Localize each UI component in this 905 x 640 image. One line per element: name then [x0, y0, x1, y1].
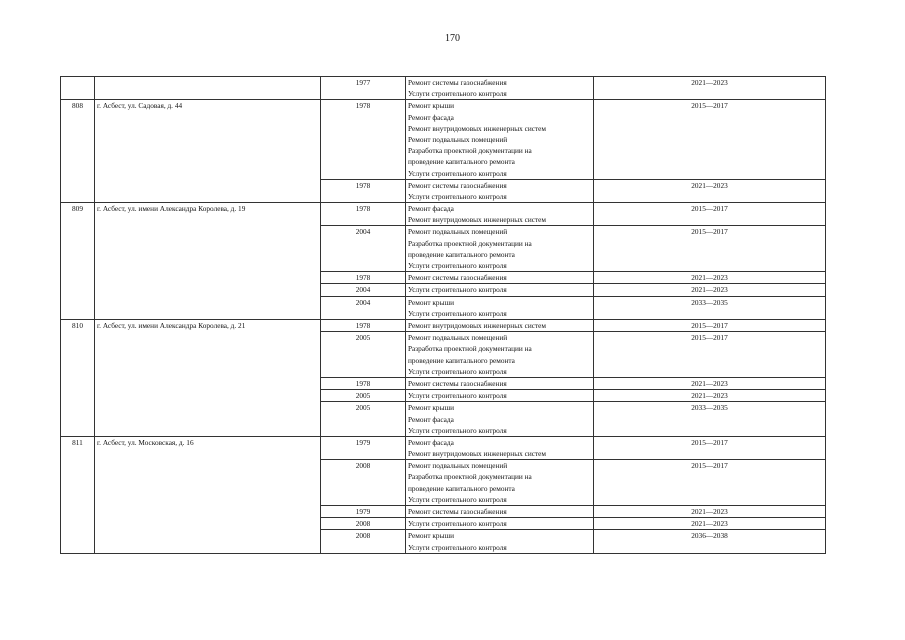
works-cell	[406, 203, 594, 226]
work-item: Услуги строительного контроля	[408, 261, 507, 270]
work-item: проведение капитального ремонта	[408, 355, 515, 365]
period-cell: 2021—2023	[594, 272, 826, 284]
work-item: Ремонт крыши	[408, 531, 455, 541]
year-cell: 2005	[321, 402, 406, 437]
period-cell: 2015—2017	[594, 100, 826, 179]
work-item: Ремонт фасада	[408, 414, 454, 424]
work-item: проведение капитального ремонта	[408, 157, 515, 167]
work-item: Услуги строительного контроля	[408, 425, 507, 435]
period-cell: 2015—2017	[594, 332, 826, 378]
period-cell: 2021—2023	[594, 284, 826, 296]
work-item: Ремонт крыши	[408, 403, 455, 413]
work-item: Услуги строительного контроля	[408, 89, 507, 99]
table-body	[61, 77, 826, 554]
work-item: Услуги строительного контроля	[408, 391, 507, 401]
work-item: Ремонт подвальных помещений	[408, 461, 508, 471]
year-cell: 2005	[321, 390, 406, 402]
work-item: Ремонт фасада	[408, 204, 454, 214]
work-item: Ремонт системы газоснабжения	[408, 78, 507, 87]
object-number-cell: 808	[61, 100, 95, 203]
capital-repair-table	[60, 76, 826, 554]
work-item: Разработка проектной документации на	[408, 238, 532, 248]
works-cell	[406, 460, 594, 506]
year-cell: 2004	[321, 296, 406, 319]
work-item: Услуги строительного контроля	[408, 494, 507, 504]
period-cell: 2021—2023	[594, 518, 826, 530]
work-item: Ремонт подвальных помещений	[408, 227, 508, 237]
address-cell: г. Асбест, ул. имени Александра Королева, д. 21	[95, 319, 321, 436]
period-cell: 2015—2017	[594, 436, 826, 459]
year-cell: 1977	[321, 77, 406, 100]
address-cell	[95, 77, 321, 100]
object-number-cell	[61, 77, 95, 100]
address-cell: г. Асбест, ул. имени Александра Королева, д. 19	[95, 203, 321, 320]
page-number: 170	[445, 33, 460, 44]
table-row	[61, 436, 826, 459]
year-cell: 1978	[321, 319, 406, 331]
work-item: Ремонт внутридомовых инженерных систем	[408, 320, 547, 330]
year-cell: 1978	[321, 100, 406, 179]
period-cell: 2036—2038	[594, 530, 826, 553]
period-cell: 2033—2035	[594, 402, 826, 437]
year-cell: 1978	[321, 377, 406, 389]
period-cell: 2021—2023	[594, 390, 826, 402]
year-cell: 1978	[321, 203, 406, 226]
works-cell	[406, 226, 594, 272]
work-item: проведение капитального ремонта	[408, 483, 515, 493]
work-item: Ремонт внутридомовых инженерных систем	[408, 123, 547, 133]
period-cell: 2015—2017	[594, 460, 826, 506]
year-cell: 2008	[321, 518, 406, 530]
period-cell: 2015—2017	[594, 319, 826, 331]
works-cell	[406, 436, 594, 459]
object-number-cell: 809	[61, 203, 95, 320]
year-cell: 1978	[321, 272, 406, 284]
work-item: Услуги строительного контроля	[408, 285, 507, 295]
period-cell: 2021—2023	[594, 377, 826, 389]
work-item: Ремонт системы газоснабжения	[408, 507, 507, 517]
work-item: Ремонт крыши	[408, 101, 455, 111]
works-cell	[406, 77, 594, 100]
work-item: Услуги строительного контроля	[408, 542, 507, 552]
work-item: Ремонт подвальных помещений	[408, 333, 508, 343]
works-cell	[406, 530, 594, 553]
work-item: Ремонт крыши	[408, 297, 455, 307]
work-item: Услуги строительного контроля	[408, 519, 507, 529]
work-item: Разработка проектной документации на	[408, 472, 532, 482]
year-cell: 2004	[321, 284, 406, 296]
work-item: Разработка проектной документации на	[408, 344, 532, 354]
works-cell	[406, 296, 594, 319]
object-number-cell: 810	[61, 319, 95, 436]
year-cell: 1979	[321, 436, 406, 459]
work-item: проведение капитального ремонта	[408, 249, 515, 259]
works-cell	[406, 319, 594, 331]
works-cell	[406, 100, 594, 179]
period-cell: 2015—2017	[594, 203, 826, 226]
work-item: Разработка проектной документации на	[408, 146, 532, 156]
period-cell: 2033—2035	[594, 296, 826, 319]
year-cell: 2004	[321, 226, 406, 272]
address-cell: г. Асбест, ул. Московская, д. 16	[95, 436, 321, 553]
works-cell	[406, 390, 594, 402]
works-cell	[406, 506, 594, 518]
work-item: Ремонт системы газоснабжения	[408, 378, 507, 388]
works-cell	[406, 284, 594, 296]
period-cell: 2021—2023	[594, 506, 826, 518]
works-cell	[406, 332, 594, 378]
work-item: Ремонт фасада	[408, 112, 454, 122]
period-cell: 2015—2017	[594, 226, 826, 272]
work-item: Ремонт внутридомовых инженерных систем	[408, 449, 547, 459]
table-row	[61, 319, 826, 331]
work-item: Услуги строительного контроля	[408, 366, 507, 376]
year-cell: 1978	[321, 179, 406, 202]
work-item: Ремонт фасада	[408, 437, 454, 447]
works-cell	[406, 377, 594, 389]
work-item: Услуги строительного контроля	[408, 168, 507, 178]
work-item: Услуги строительного контроля	[408, 308, 507, 318]
works-cell	[406, 518, 594, 530]
year-cell: 2008	[321, 460, 406, 506]
table-row	[61, 203, 826, 226]
object-number-cell: 811	[61, 436, 95, 553]
year-cell: 1979	[321, 506, 406, 518]
work-item: Услуги строительного контроля	[408, 191, 507, 201]
period-cell: 2021—2023	[594, 77, 826, 100]
work-item: Ремонт системы газоснабжения	[408, 273, 507, 283]
works-cell	[406, 402, 594, 437]
works-cell	[406, 179, 594, 202]
address-cell: г. Асбест, ул. Садовая, д. 44	[95, 100, 321, 203]
year-cell: 2005	[321, 332, 406, 378]
work-item: Ремонт подвальных помещений	[408, 134, 508, 144]
year-cell: 2008	[321, 530, 406, 553]
period-cell: 2021—2023	[594, 179, 826, 202]
table-row	[61, 100, 826, 179]
works-cell	[406, 272, 594, 284]
work-item: Ремонт системы газоснабжения	[408, 180, 507, 190]
table-row	[61, 77, 826, 100]
work-item: Ремонт внутридомовых инженерных систем	[408, 215, 547, 225]
